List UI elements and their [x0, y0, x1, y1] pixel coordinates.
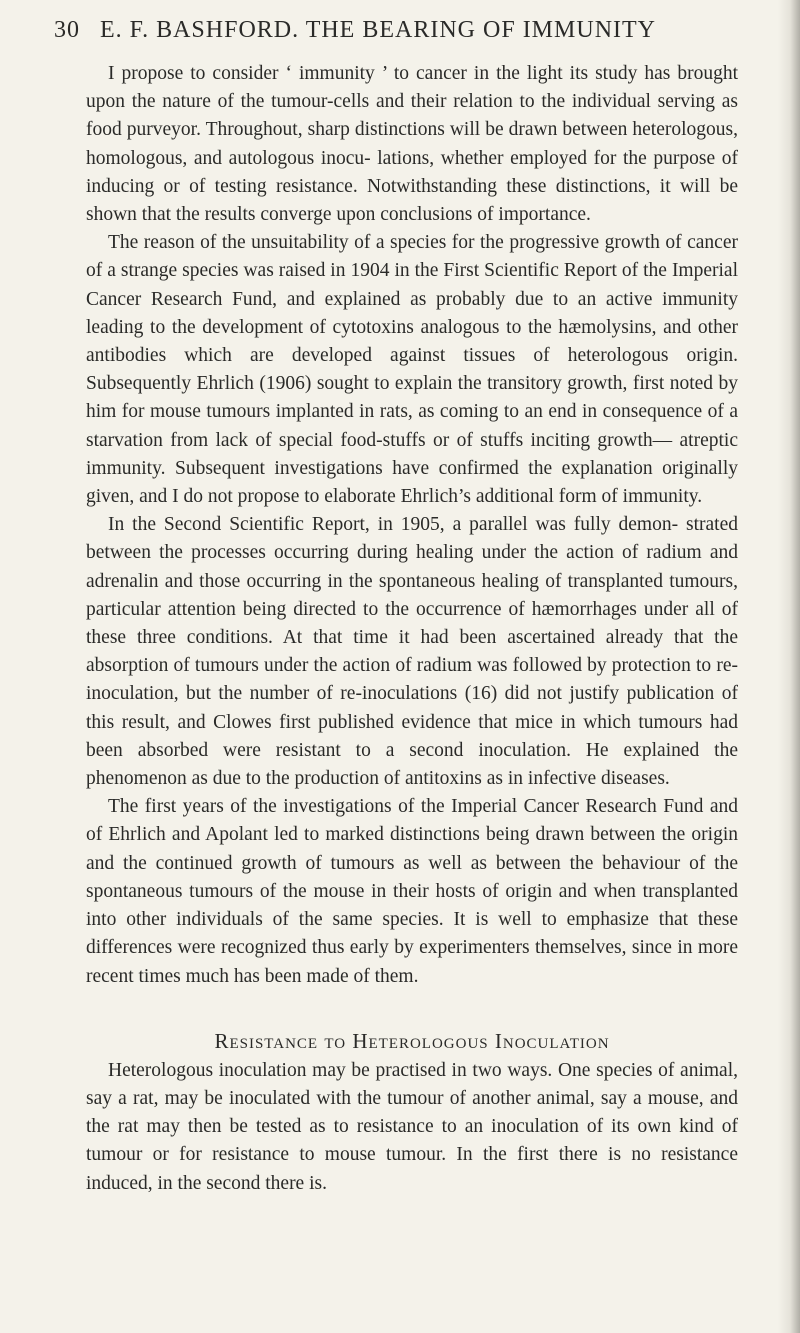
paragraph-second-report: In the Second Scientific Report, in 1905, a parallel was fully demon- strated between the processes occurring during healing under the action of radium and adrenalin and those occurring in the spontaneous healing of transplanted tumours, particular attention being directed to the occurrence of hæmorrhages under all of these three conditions. At that time it had been ascertained already that the absorption of tumours under the action of radium was followed by protection to re-inoculation, but the number of re-inoculations (16) did not justify publication of this result, and Clowes first published evidence that mice in which tumours had been absorbed were resistant to a second inoculation. He explained the phenomenon as due to the production of antitoxins as in infective diseases.	[86, 514, 738, 790]
running-head	[54, 12, 754, 48]
page-number: 30	[54, 17, 80, 43]
running-head-title: E. F. BASHFORD. THE BEARING OF IMMUNITY	[100, 17, 657, 43]
section-heading: Resistance to Heterologous Inoculation	[214, 1028, 610, 1053]
paragraph-heterologous: Heterologous inoculation may be practised in two ways. One species of animal, say a rat, may be inoculated with the tumour of another animal, say a mouse, and the rat may then be tested as to resistance to an inoculation of its own kind of tumour or for resistance to mouse tumour. In the first there is no resistance induced, in the second there is.	[86, 1059, 738, 1194]
paragraph-unsuitability: The reason of the unsuitability of a species for the progressive growth of cancer of a strange species was raised in 1904 in the First Scientific Report of the Imperial Cancer Research Fund, and explained as probably due to an active immunity leading to the development of cytotoxins analogous to the hæmolysins, and other antibodies which are developed against tissues of heterologous origin. Subsequently Ehrlich (1906) sought to explain the transitory growth, first noted by him for mouse tumours implanted in rats, as coming to an end in consequence of a starvation from lack of special food-stuffs or of stuffs inciting growth— atreptic immunity. Subsequent investigations have confirmed the explanation originally given, and I do not propose to elaborate Ehrlich’s additional form of immunity.	[86, 232, 738, 508]
paragraph-first-years: The first years of the investigations of the Imperial Cancer Research Fund and of Ehrlich and Apolant led to marked distinctions being drawn between the origin and the continued growth of tumours as well as between the behaviour of the spontaneous tumours of the mouse in their hosts of origin and when transplanted into other individuals of the same species. It is well to emphasize that these differences were recognized thus early by experimenters themselves, since in more recent times much has been made of them.	[86, 796, 738, 987]
page-edge-shadow	[778, 0, 800, 1333]
paragraph-intro: I propose to consider ‘ immunity ’ to cancer in the light its study has brought upon the nature of the tumour-cells and their relation to the individual serving as food purveyor. Throughout, sharp distinctions will be drawn between heterologous, homologous, and autologous inocu- lations, whether employed for the purpose of inducing or of testing resistance. Notwithstanding these distinctions, it will be shown that the results converge upon conclusions of importance.	[86, 63, 738, 226]
body-text	[86, 60, 738, 1198]
